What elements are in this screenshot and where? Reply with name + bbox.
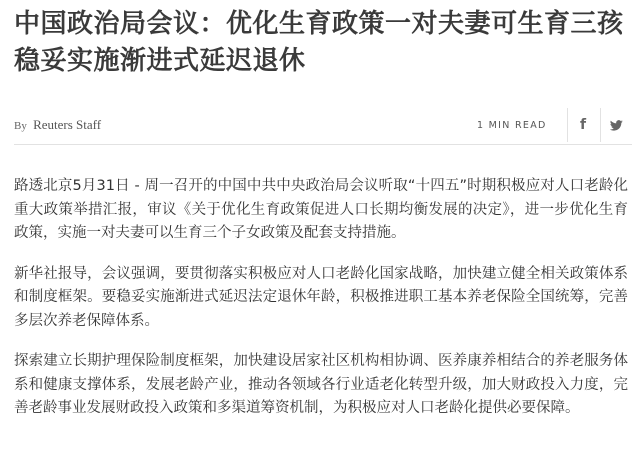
article-meta-bar xyxy=(14,108,632,145)
author-name[interactable]: Reuters Staff xyxy=(33,117,102,132)
article-paragraph: 路透北京5月31日 - 周一召开的中国中共中央政治局会议听取“十四五”时期积极应对人口老龄化重大政策举措汇报，审议《关于优化生育政策促进人口长期均衡发展的决定》，进一步优化生育政策，实施一对夫妻可以生育三个子女政策及配套支持措施。 xyxy=(14,178,628,241)
twitter-share-button[interactable] xyxy=(600,108,631,142)
byline xyxy=(14,117,101,133)
article-body xyxy=(14,175,628,438)
facebook-icon: f xyxy=(579,117,587,133)
article-headline: 中国政治局会议：优化生育政策一对夫妻可生育三孩 稳妥实施渐进式延迟退休 xyxy=(14,9,624,76)
byline-prefix: By xyxy=(14,120,27,132)
facebook-share-button[interactable] xyxy=(567,108,598,142)
article-paragraph: 新华社报导，会议强调，要贯彻落实积极应对人口老龄化国家战略，加快建立健全相关政策体系和制度框架。要稳妥实施渐进式延迟法定退休年龄，积极推进职工基本养老保险全国统筹，完善多层次养老保障体系。 xyxy=(14,265,628,329)
article-paragraph: 探索建立长期护理保险制度框架，加快建设居家社区机构相协调、医养康养相结合的养老服务体系和健康支撑体系，发展老龄产业，推动各领域各行业适老化转型升级，加大财政投入力度，完善老龄事业发展财政投入政策和多渠道筹资机制，为积极应对人口老龄化提供必要保障。 xyxy=(14,353,628,416)
read-time: 1 MIN READ xyxy=(477,120,547,131)
twitter-bird-icon xyxy=(610,116,623,135)
